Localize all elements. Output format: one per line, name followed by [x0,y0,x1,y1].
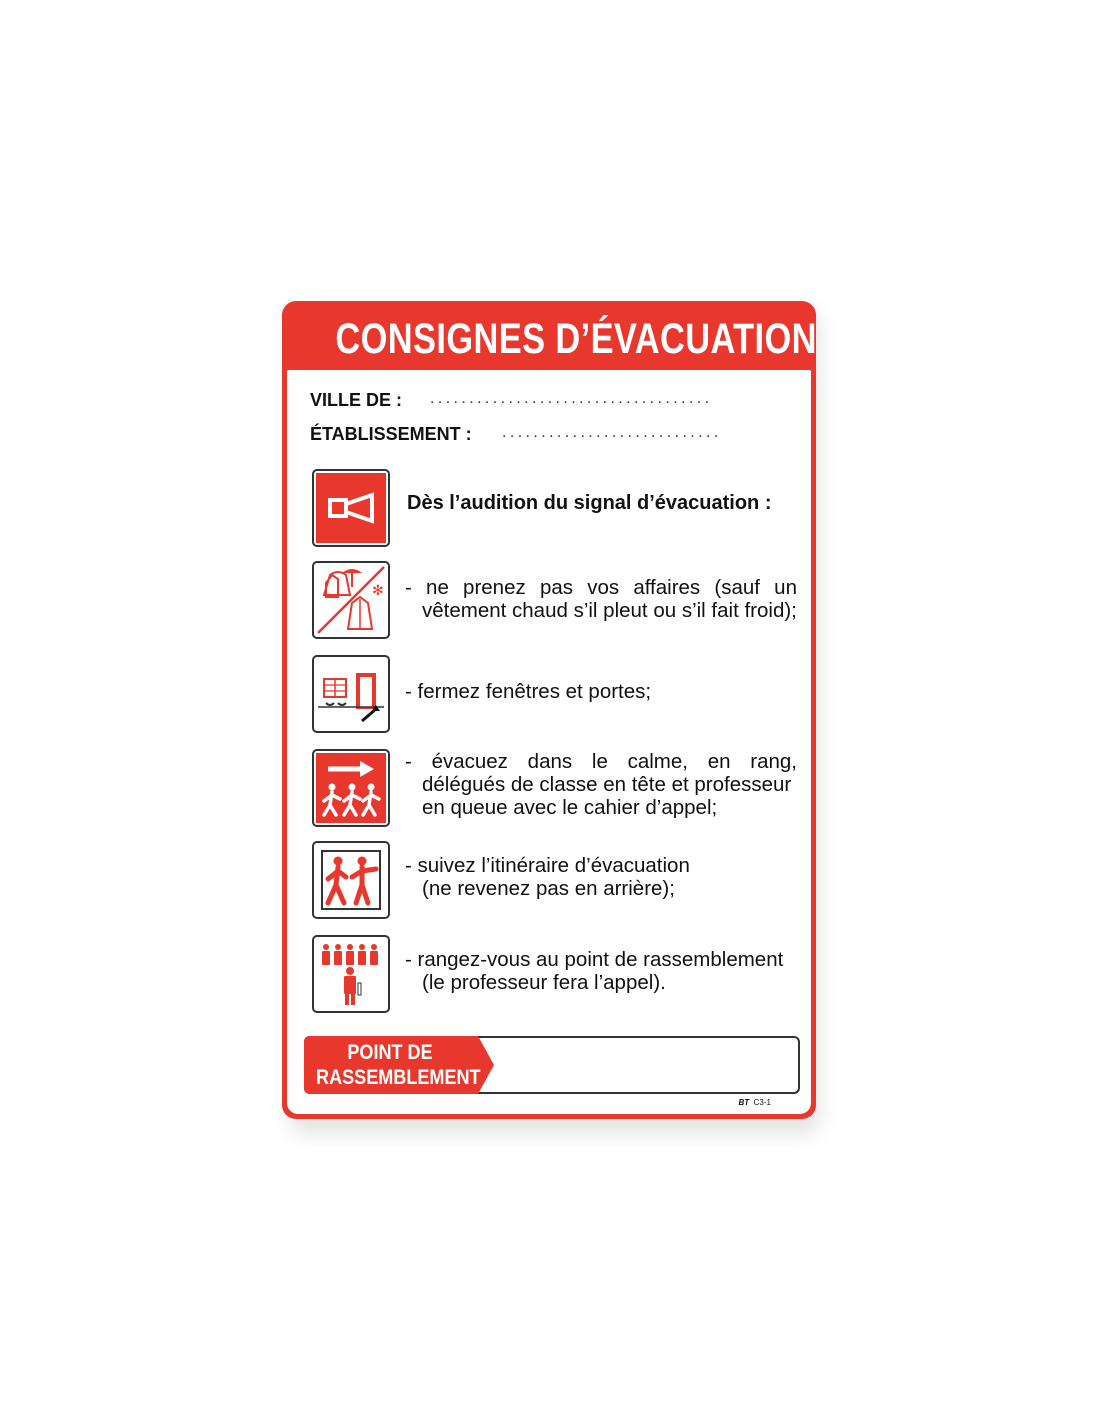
follow-route-icon [312,841,390,919]
instruction-5-line-2: (le professeur fera l’appel). [422,971,666,994]
product-code [739,1098,771,1107]
product-ref: C3-1 [753,1098,771,1107]
rally-point-line-2: RASSEMBLEMENT [316,1066,481,1089]
instruction-3-line-1: - évacuez dans le calme, en rang, [405,750,797,773]
assembly-point-icon [312,935,390,1013]
evacuation-sign [282,301,816,1119]
svg-text:✻: ✻ [372,583,384,599]
instruction-1 [405,576,797,622]
instruction-1-line-2: vêtement chaud s’il pleut ou s’il fait froid); [422,599,797,622]
signal-intro: Dès l’audition du signal d’évacuation : [407,492,772,514]
instruction-3-line-3: en queue avec le cahier d’appel; [422,796,718,819]
instruction-2-line-1: - fermez fenêtres et portes; [405,680,652,703]
sign-body [287,370,811,1114]
close-window-door-icon [312,655,390,733]
alarm-horn-icon [312,469,390,547]
rally-point-label [316,1040,481,1090]
instruction-1-line-1: - ne prenez pas vos affaires (sauf un [405,576,797,599]
instruction-4 [405,854,797,900]
city-dots: .................................... [430,390,713,407]
instruction-4-line-2: (ne revenez pas en arrière); [422,877,675,900]
rally-point-line-1: POINT DE [347,1041,433,1064]
instruction-5-line-1: - rangez-vous au point de rassemblement [405,948,784,971]
instruction-2 [405,680,797,703]
coat-umbrella-icon [312,561,390,639]
evacuate-in-line-icon [312,749,390,827]
instruction-3-line-2: délégués de classe en tête et professeur [422,773,792,796]
instruction-4-line-1: - suivez l’itinéraire d’évacuation [405,854,690,877]
city-label: VILLE DE : [310,390,403,410]
instruction-3 [405,750,797,819]
instruction-5 [405,948,797,994]
brand-mark: BT [738,1098,750,1107]
establishment-dots: ............................ [502,424,722,441]
sign-title: CONSIGNES D’ÉVACUATION [335,315,817,363]
establishment-label: ÉTABLISSEMENT : [310,424,472,444]
